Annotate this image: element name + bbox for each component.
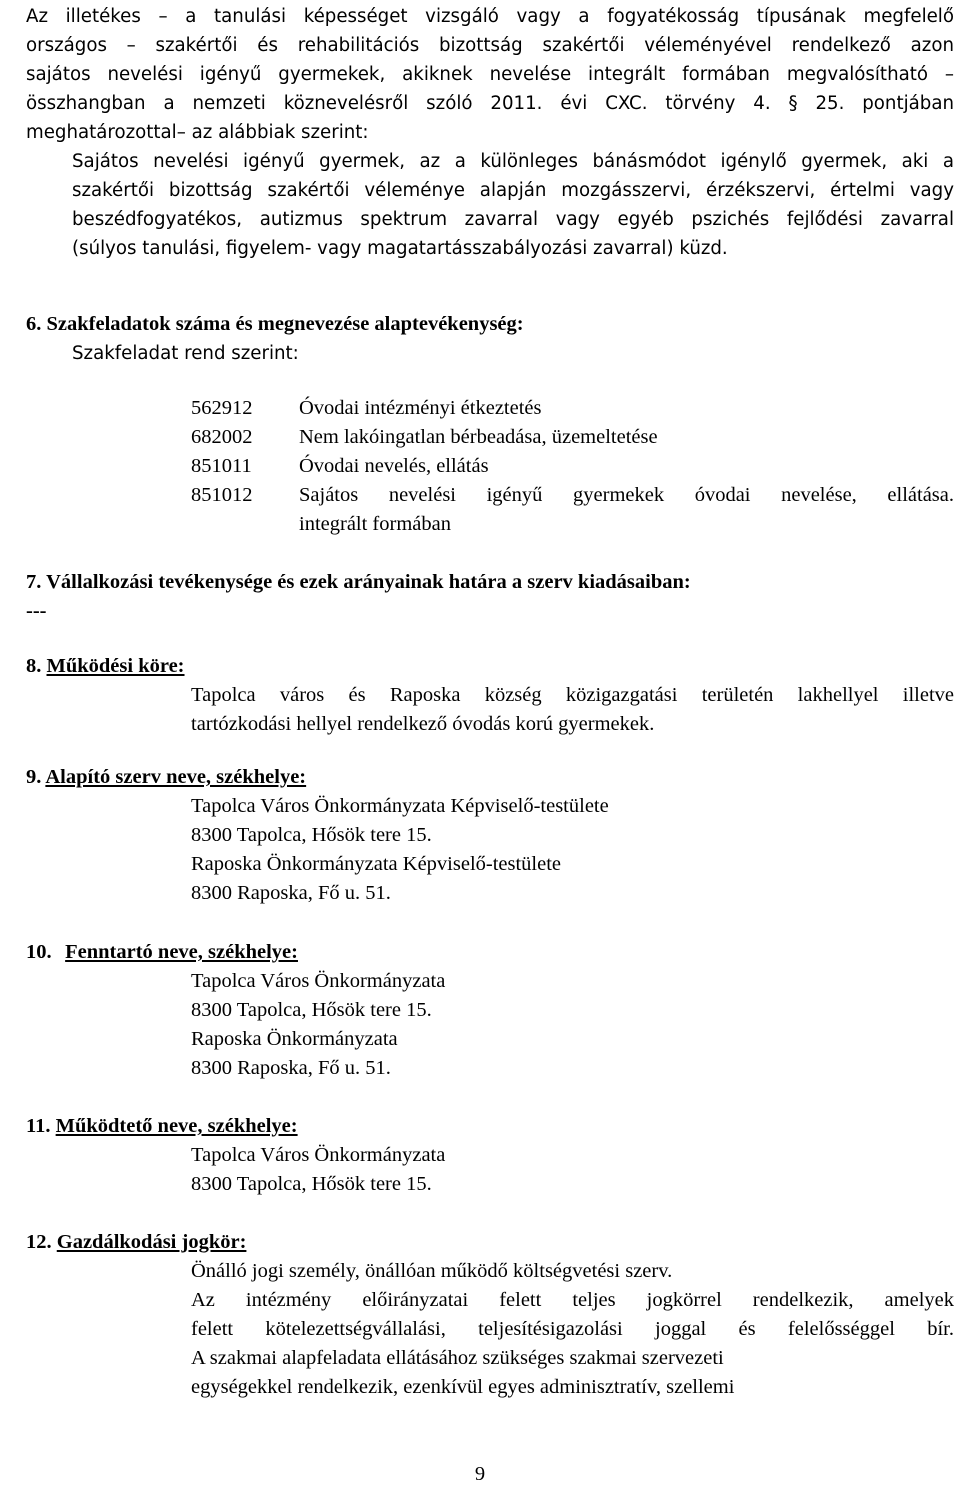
activity-row xyxy=(191,394,542,423)
section-9-line-3: Raposka Önkormányzata Képviselő-testülete xyxy=(191,853,562,875)
section-12-line-4: A szakmai alapfeladata ellátásához szükséges szakmai szervezeti xyxy=(191,1347,724,1369)
section-11-title: Működtető neve, székhelye: xyxy=(55,1115,298,1137)
activity-name: Óvodai intézményi étkeztetés xyxy=(299,397,542,419)
section-12-title: Gazdálkodási jogkör: xyxy=(56,1231,247,1253)
section-12-heading xyxy=(26,1228,246,1257)
section-10-line-1: Tapolca Város Önkormányzata xyxy=(191,970,446,992)
definition-line-1: Sajátos nevelési igényű gyermek, az a különleges bánásmódot igénylő gyermek, aki a xyxy=(72,151,954,172)
section-10-number: 10. xyxy=(26,941,52,963)
page-number: 9 xyxy=(474,1463,486,1485)
activity-code: 562912 xyxy=(191,397,253,419)
activity-code: 851011 xyxy=(191,455,252,477)
section-6-heading xyxy=(26,310,524,339)
intro-line-1: Az illetékes – a tanulási képességet vizsgáló vagy a fogyatékosság típusának megfelelő xyxy=(26,6,954,27)
section-11-line-1: Tapolca Város Önkormányzata xyxy=(191,1144,446,1166)
section-12-number: 12. xyxy=(26,1231,52,1253)
section-10-line-4: 8300 Raposka, Fő u. 51. xyxy=(191,1057,391,1079)
activity-name: Sajátos nevelési igényű gyermekek óvodai nevelése, ellátása. xyxy=(299,484,954,506)
section-9-number: 9. xyxy=(26,766,42,788)
section-8-line-2: tartózkodási hellyel rendelkező óvodás korú gyermekek. xyxy=(191,713,655,735)
section-12-line-1: Önálló jogi személy, önállóan működő költségvetési szerv. xyxy=(191,1260,673,1282)
section-10-line-2: 8300 Tapolca, Hősök tere 15. xyxy=(191,999,432,1021)
intro-line-2: országos – szakértői és rehabilitációs bizottság szakértői véleményével rendelkező azon xyxy=(26,35,954,56)
intro-line-5: meghatározottal– az alábbiak szerint: xyxy=(26,122,369,143)
definition-line-2: szakértői bizottság szakértői véleménye alapján mozgásszervi, érzékszervi, értelmi vagy xyxy=(72,180,954,201)
section-9-line-1: Tapolca Város Önkormányzata Képviselő-testülete xyxy=(191,795,609,817)
section-8-title: Működési köre: xyxy=(46,655,185,677)
section-12-line-5: egységekkel rendelkezik, ezenkívül egyes adminisztratív, szellemi xyxy=(191,1376,735,1398)
intro-line-4: összhangban a nemzeti köznevelésről szóló 2011. évi CXC. törvény 4. § 25. pontjában xyxy=(26,93,954,114)
intro-line-3: sajátos nevelési igényű gyermekek, akiknek nevelése integrált formában megvalósítható – xyxy=(26,64,954,85)
activity-code: 682002 xyxy=(191,426,253,448)
section-9-heading xyxy=(26,763,306,792)
section-8-line-1: Tapolca város és Raposka község közigazgatási területén lakhellyel illetve xyxy=(191,684,954,706)
section-9-title: Alapító szerv neve, székhelye: xyxy=(45,766,307,788)
section-11-line-2: 8300 Tapolca, Hősök tere 15. xyxy=(191,1173,432,1195)
activity-code: 851012 xyxy=(191,484,253,506)
section-10-heading xyxy=(26,938,298,967)
section-12-line-2: Az intézmény előirányzatai felett teljes jogkörrel rendelkezik, amelyek xyxy=(191,1289,954,1311)
section-9-line-4: 8300 Raposka, Fő u. 51. xyxy=(191,882,391,904)
definition-line-3: beszédfogyatékos, autizmus spektrum zavarral vagy egyéb pszichés fejlődési zavarral xyxy=(72,209,954,230)
section-7-title: 7. Vállalkozási tevékenysége és ezek arányainak határa a szerv kiadásaiban: xyxy=(26,571,691,593)
section-9-line-2: 8300 Tapolca, Hősök tere 15. xyxy=(191,824,432,846)
section-11-heading xyxy=(26,1112,298,1141)
section-11-number: 11. xyxy=(26,1115,51,1137)
section-10-title: Fenntartó neve, székhelye: xyxy=(65,941,298,963)
section-6-number: 6. xyxy=(26,313,42,335)
section-12-line-3: felett kötelezettségvállalási, teljesítésigazolási joggal és felelősséggel bír. xyxy=(191,1318,954,1340)
section-8-number: 8. xyxy=(26,655,42,677)
activity-name: Nem lakóingatlan bérbeadása, üzemeltetése xyxy=(299,426,658,448)
activity-name: Óvodai nevelés, ellátás xyxy=(299,455,489,477)
section-6-title: Szakfeladatok száma és megnevezése alaptevékenység: xyxy=(46,313,524,335)
activity-row xyxy=(191,452,489,481)
activity-row xyxy=(191,423,658,452)
section-8-heading xyxy=(26,652,185,681)
section-6-subtitle: Szakfeladat rend szerint: xyxy=(72,343,299,364)
activity-name-continuation: integrált formában xyxy=(299,513,451,535)
section-7-value: --- xyxy=(26,600,47,622)
section-10-line-3: Raposka Önkormányzata xyxy=(191,1028,398,1050)
activity-row xyxy=(191,481,954,510)
definition-line-4: (súlyos tanulási, figyelem- vagy magatartásszabályozási zavarral) küzd. xyxy=(72,238,728,259)
